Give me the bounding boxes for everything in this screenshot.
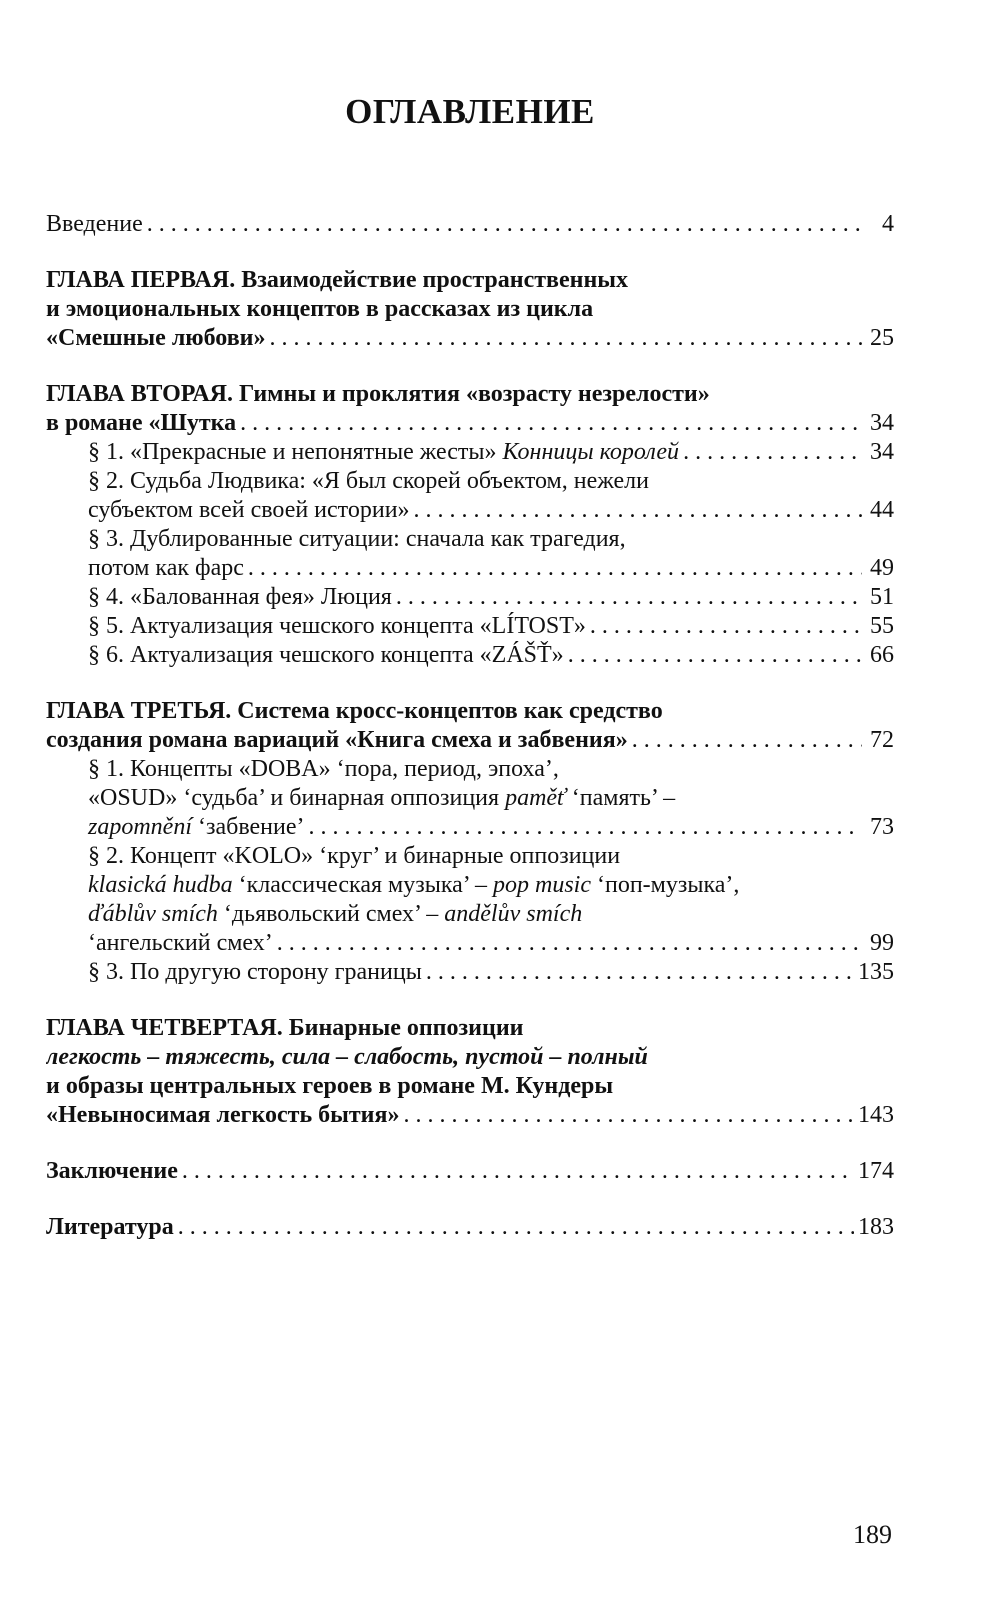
toc-section-2-1[interactable]: [46, 438, 894, 467]
toc-section-2-6[interactable]: [46, 641, 894, 670]
toc-section-3-3[interactable]: [46, 958, 894, 987]
toc-entry-intro[interactable]: [46, 210, 894, 239]
toc-label: субъектом всей своей истории»: [88, 497, 410, 523]
dot-leader: [632, 726, 862, 755]
chapter-heading-line: легкость – тяжесть, сила – слабость, пустой – полный: [46, 1044, 648, 1070]
page-ref: 174: [858, 1158, 894, 1184]
page-ref: 34: [870, 410, 894, 436]
chapter-heading-last-line: [46, 1101, 894, 1130]
toc-chapter-1[interactable]: [46, 266, 894, 353]
toc-label: «Смешные любови»: [46, 325, 266, 351]
dot-leader: [414, 496, 862, 525]
page-ref: 183: [858, 1214, 894, 1240]
toc-section-2-4[interactable]: [46, 583, 894, 612]
section-line: ďáblův smích ‘дьявольский смех’ – andělův smích: [88, 901, 583, 927]
page-ref: 135: [858, 959, 894, 985]
page-ref: 25: [870, 325, 894, 351]
chapter-heading-line: ГЛАВА ПЕРВАЯ. Взаимодействие пространственных: [46, 267, 629, 293]
toc-chapter-3[interactable]: [46, 697, 894, 987]
section-line: § 2. Судьба Людвика: «Я был скорей объектом, нежели: [88, 468, 649, 494]
dot-leader: [404, 1101, 855, 1130]
dot-leader: [277, 929, 862, 958]
page-ref: 66: [870, 642, 894, 668]
table-of-contents: [46, 210, 894, 1242]
chapter-heading-line: и эмоциональных концептов в рассказах из цикла: [46, 296, 594, 322]
page-ref: 143: [858, 1102, 894, 1128]
section-line: § 2. Концепт «KOLO» ‘круг’ и бинарные оппозиции: [88, 843, 621, 869]
dot-leader: [309, 813, 862, 842]
section-line: § 3. Дублированные ситуации: сначала как трагедия,: [88, 526, 626, 552]
toc-label: § 4. «Балованная фея» Люция: [88, 584, 392, 610]
dot-leader: [182, 1157, 854, 1186]
toc-label: Введение: [46, 211, 143, 237]
page-number: 189: [853, 1520, 892, 1549]
chapter-heading-last-line: [46, 409, 894, 438]
page-ref: 99: [870, 930, 894, 956]
dot-leader: [683, 438, 862, 467]
toc-label: в романе «Шутка: [46, 410, 237, 436]
page-ref: 51: [870, 584, 894, 610]
page-ref: 55: [870, 613, 894, 639]
toc-label: Заключение: [46, 1158, 178, 1184]
page-ref: 72: [870, 727, 894, 753]
page-ref: 4: [882, 211, 894, 237]
toc-label: создания романа вариаций «Книга смеха и забвения»: [46, 727, 628, 753]
toc-label: § 6. Актуализация чешского концепта «ZÁŠŤ»: [88, 642, 564, 668]
chapter-heading-last-line: [46, 726, 894, 755]
toc-label: потом как фарс: [88, 555, 244, 581]
toc-section-2-2[interactable]: [46, 467, 894, 525]
dot-leader: [248, 554, 862, 583]
page-ref: 73: [870, 814, 894, 840]
page-ref: 34: [870, 439, 894, 465]
toc-entry-literature[interactable]: [46, 1213, 894, 1242]
chapter-heading-line: ГЛАВА ТРЕТЬЯ. Система кросс-концептов как средство: [46, 698, 663, 724]
section-last-line: [46, 929, 894, 958]
dot-leader: [590, 612, 862, 641]
chapter-heading-line: и образы центральных героев в романе М. Кундеры: [46, 1073, 614, 1099]
toc-label-italic: Конницы королей: [502, 439, 680, 465]
toc-section-2-5[interactable]: [46, 612, 894, 641]
page-ref: 44: [870, 497, 894, 523]
section-last-line: zapomnění ‘забвение’ . . . 73: [46, 813, 894, 842]
dot-leader: [240, 409, 862, 438]
chapter-heading-line: ГЛАВА ВТОРАЯ. Гимны и проклятия «возрасту незрелости»: [46, 381, 710, 407]
toc-chapter-4[interactable]: [46, 1014, 894, 1130]
toc-chapter-2[interactable]: [46, 380, 894, 670]
toc-label: ‘ангельский смех’: [88, 930, 273, 956]
toc-entry-conclusion[interactable]: [46, 1157, 894, 1186]
dot-leader: [396, 583, 862, 612]
dot-leader: [270, 324, 863, 353]
toc-label: «Невыносимая легкость бытия»: [46, 1102, 400, 1128]
chapter-heading-line: ГЛАВА ЧЕТВЕРТАЯ. Бинарные оппозиции: [46, 1015, 524, 1041]
section-line: «OSUD» ‘судьба’ и бинарная оппозиция paměť ‘память’ –: [88, 785, 676, 811]
section-line: klasická hudba ‘классическая музыка’ – pop music ‘поп-музыка’,: [88, 872, 740, 898]
toc-label: § 5. Актуализация чешского концепта «LÍTOST»: [88, 613, 586, 639]
dot-leader: [147, 210, 862, 239]
section-last-line: [46, 496, 894, 525]
toc-label: § 3. По другую сторону границы: [88, 959, 422, 985]
chapter-heading-last-line: [46, 324, 894, 353]
toc-section-3-2[interactable]: [46, 842, 894, 958]
dot-leader: [426, 958, 854, 987]
toc-section-3-1[interactable]: [46, 755, 894, 842]
toc-label: Литература: [46, 1214, 174, 1240]
toc-label: § 1. «Прекрасные и непонятные жесты»: [88, 439, 503, 465]
page-title: ОГЛАВЛЕНИЕ: [345, 92, 595, 131]
section-line: § 1. Концепты «DOBA» ‘пора, период, эпоха’,: [88, 756, 559, 782]
section-last-line: [46, 554, 894, 583]
toc-section-2-3[interactable]: [46, 525, 894, 583]
page-ref: 49: [870, 555, 894, 581]
dot-leader: [568, 641, 862, 670]
dot-leader: [178, 1213, 854, 1242]
